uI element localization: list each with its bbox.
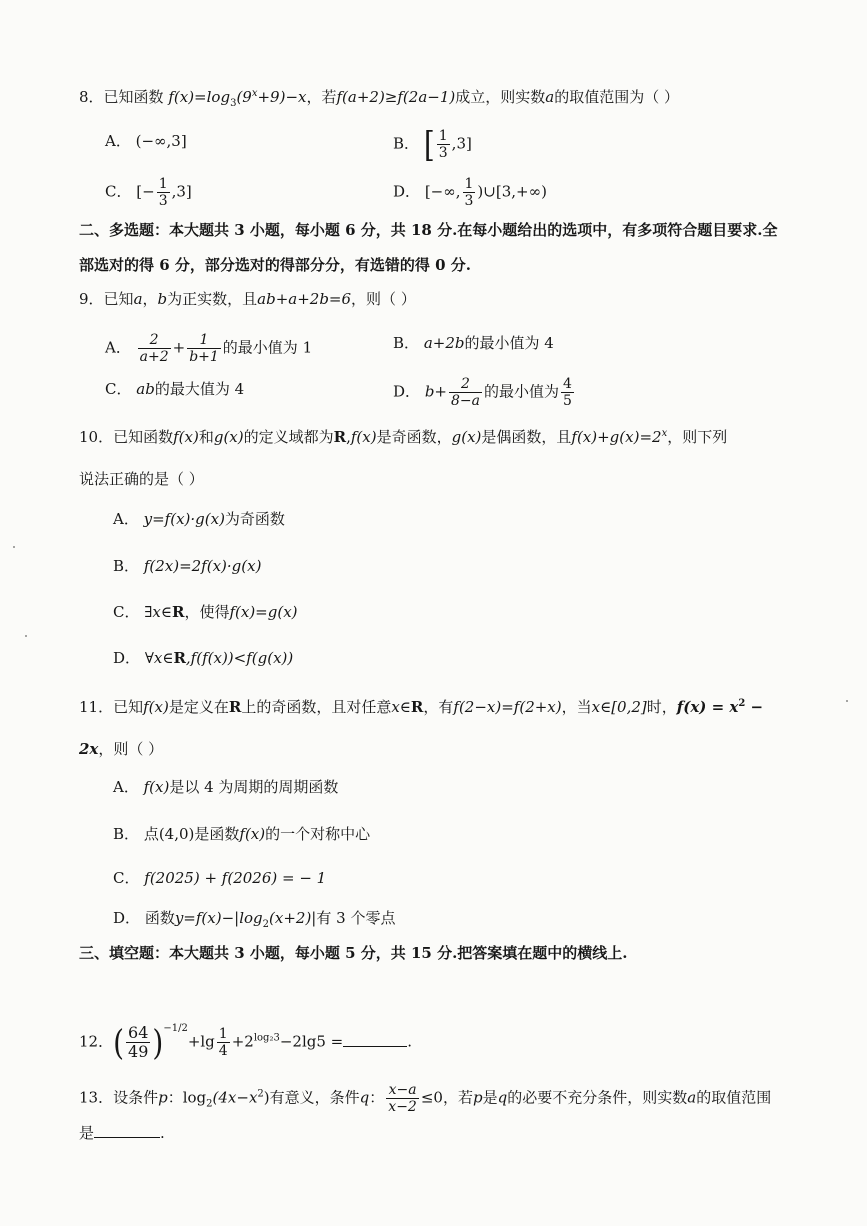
q9-var-a: a: [133, 290, 143, 308]
q10-f2: f(x): [350, 428, 377, 446]
q8-option-b: [393, 123, 472, 165]
q8-b-open: [: [423, 123, 435, 165]
q8-d-den: 3: [464, 193, 474, 209]
q10-text-b: 的定义域都为: [243, 428, 334, 446]
section-2-heading: 二、多选题：本大题共 3 小题，每小题 6 分，共 18 分.在每小题给出的选项中，有多项符合题目要求.全: [79, 221, 778, 239]
q12-num2: 1: [218, 1026, 228, 1042]
q8-option-c: [105, 176, 192, 209]
q8-a-label: A．: [105, 132, 131, 150]
q12-num1: 64: [128, 1023, 149, 1042]
q10-c-mid: ，使得: [184, 603, 230, 621]
q9-b-expr: a+2b: [423, 334, 465, 352]
section-3-heading: 三、填空题：本大题共 3 小题，每小题 5 分，共 15 分.把答案填在题中的横线上.: [79, 944, 628, 962]
section-2-heading-cont: 部选对的得 6 分，部分选对的得部分分，有选错的得 0 分.: [79, 256, 471, 274]
q9-sep: ，: [142, 290, 158, 308]
q10-text-e: ，则下列: [667, 428, 728, 446]
q13-q-tail: ≤0: [420, 1088, 443, 1107]
scan-speck: [13, 546, 15, 548]
q11-option-a: [113, 776, 338, 798]
q10-c-label: C．: [113, 603, 140, 621]
q10-g2: g(x): [451, 428, 482, 446]
q8-c-den: 3: [158, 193, 168, 209]
q9-text-b: 为正实数，且: [167, 290, 258, 308]
q9-d-num: 2: [449, 376, 482, 393]
q11-tail: −: [745, 698, 764, 716]
q13-q-den: x−2: [388, 1099, 417, 1115]
q8-cond-pre: ，若: [306, 88, 337, 106]
q12-p2: +2: [231, 1032, 254, 1051]
q11-text: 已知: [113, 698, 144, 716]
q11-sq: 2: [738, 698, 746, 709]
q10-d-expr: ,f(f(x))<f(g(x)): [185, 649, 294, 667]
q13-p2: p: [472, 1088, 483, 1107]
q8-option-a: [105, 130, 187, 152]
q11-d-expr: y=f(x)−|log: [174, 909, 263, 927]
q11-xr: x∈: [391, 698, 411, 716]
q11-R: R: [228, 698, 242, 716]
q10-g: g(x): [213, 428, 244, 446]
q9-d-mid: 的最小值为: [483, 382, 559, 401]
q10-c-pre: ∃x∈: [144, 603, 172, 621]
q12-den2: 4: [218, 1043, 228, 1059]
q9-number: 9．: [79, 290, 104, 308]
q8-b-den: 3: [438, 145, 448, 161]
q11-option-c: [113, 867, 326, 889]
q10-number: 10．: [79, 428, 114, 446]
scan-speck: [846, 700, 848, 702]
q12-open: (: [113, 1021, 125, 1063]
q13-q-num: x−a: [386, 1082, 419, 1099]
q10-c-R: R: [171, 603, 185, 621]
q9-option-a: [105, 332, 312, 365]
q10-eq-exp: x: [661, 428, 668, 439]
q9-condition: ab+a+2b=6: [257, 290, 352, 308]
q8-d-tail: )∪[3,+∞): [477, 182, 547, 201]
q10-d-label: D．: [113, 649, 141, 667]
q11-fx: f(x) = x: [676, 698, 739, 716]
q9-c-tail: 的最大值为 4: [154, 380, 245, 398]
q11-text-b: 是定义在: [168, 698, 229, 716]
q10-text-d: 是偶函数，且: [481, 428, 572, 446]
q8-text: 已知函数: [103, 88, 164, 106]
q9-a-plus: +: [172, 338, 186, 357]
q11-d-base: 2: [262, 919, 270, 930]
q9-c-expr: ab: [136, 380, 155, 398]
q11-a-label: A．: [113, 778, 139, 796]
q13-answer-blank[interactable]: [94, 1137, 160, 1138]
q12-number: 12．: [79, 1032, 114, 1051]
q12-p3: −2lg5 =: [279, 1032, 344, 1051]
q10-d-R: R: [173, 649, 186, 667]
q11-text-d: ，有: [423, 698, 454, 716]
q10-a-expr: y=f(x)·g(x): [143, 510, 225, 528]
q10-a-label: A．: [113, 510, 139, 528]
q10-comma: ,: [346, 428, 351, 446]
q13-text-e: 的必要不充分条件，则实数: [507, 1088, 688, 1107]
q11-a-tail: 是以 4 为周期的周期函数: [169, 778, 339, 796]
q12-p1: +lg: [187, 1032, 215, 1051]
q10-f: f(x): [173, 428, 199, 446]
q9-d-val-den: 5: [562, 393, 572, 409]
q8-b-label: B．: [393, 134, 420, 153]
q8-c-tail: ,3]: [171, 182, 192, 201]
q11-b-label: B．: [113, 825, 140, 843]
q8-func-tail: +9)−x: [257, 88, 307, 106]
q8-func-arg: (9: [236, 88, 252, 106]
q13-text-c: ，若: [442, 1088, 473, 1107]
q10-text: 已知函数: [113, 428, 174, 446]
q8-stem: [79, 86, 679, 108]
q13-number: 13．: [79, 1088, 114, 1107]
q10-option-b: [113, 555, 261, 577]
q10-option-c: [113, 601, 298, 623]
q9-d-val-num: 4: [562, 376, 572, 392]
q13-text-d: 是: [482, 1088, 498, 1107]
q10-a-tail: 为奇函数: [224, 510, 285, 528]
q8-d-open: [−∞,: [424, 182, 461, 201]
q13-p-arg: (4x−x: [212, 1088, 258, 1107]
q13-colon: ：: [369, 1088, 385, 1107]
q10-option-a: [113, 508, 285, 530]
q9-stem: [79, 288, 416, 310]
q8-d-num: 1: [464, 176, 474, 192]
q8-c-open: [−: [136, 182, 155, 201]
q13-p-base: 2: [206, 1098, 213, 1110]
q8-condition: f(a+2)≥f(2a−1): [336, 88, 456, 106]
q8-option-d: [393, 176, 547, 209]
q9-text: 已知: [103, 290, 134, 308]
q10-and: 和: [198, 428, 214, 446]
q13-p-close: ): [263, 1088, 270, 1107]
q11-range: x∈[0,2]: [591, 698, 647, 716]
q9-a-den1: a+2: [139, 349, 169, 365]
q11-stem-cont: [79, 738, 163, 760]
q8-d-label: D．: [393, 182, 421, 201]
q12-answer-blank[interactable]: [343, 1046, 407, 1047]
q11-b-pre: 点: [143, 825, 159, 843]
q11-c-label: C．: [113, 869, 140, 887]
q9-d-pre: b+: [424, 382, 447, 401]
q11-line2-tail: ，则（ ）: [98, 740, 164, 758]
q11-option-b: [113, 823, 370, 845]
q9-option-c: [105, 378, 244, 400]
q11-line2-expr: 2x: [79, 740, 99, 758]
q11-d-arg: (x+2)|: [269, 909, 317, 927]
q8-log-base: 3: [230, 98, 237, 109]
q13-p-sq: 2: [257, 1088, 264, 1100]
q8-exp: x: [251, 88, 258, 99]
q9-text-c: ，则（ ）: [351, 290, 416, 308]
q9-a-num2: 1: [187, 332, 221, 349]
q11-b-tail: 的一个对称中心: [265, 825, 371, 843]
q11-c-expr: f(2025) + f(2026) = − 1: [144, 869, 327, 887]
q12-exp: −1/2: [163, 1022, 188, 1034]
q12-end: .: [407, 1032, 413, 1051]
q10-stem-cont: 说法正确的是（ ）: [79, 470, 204, 488]
q8-c-label: C．: [105, 182, 132, 201]
q11-text-f: 时，: [646, 698, 677, 716]
q8-text-b: 成立，则实数: [455, 88, 546, 106]
q9-a-label: A．: [105, 338, 131, 357]
q13-stem: [79, 1082, 771, 1115]
q11-d-pre: 函数: [144, 909, 175, 927]
q13-text: 设条件: [113, 1088, 159, 1107]
q13-p-def: ：log: [167, 1088, 207, 1107]
q11-text-c: 上的奇函数，且对任意: [241, 698, 392, 716]
q11-stem: [79, 696, 763, 718]
q11-text-e: ，当: [561, 698, 592, 716]
q10-option-d: [113, 647, 293, 669]
q12-close: ): [152, 1021, 164, 1063]
q9-var-b: b: [157, 290, 168, 308]
q9-option-d: [393, 376, 576, 409]
q10-eq: f(x)+g(x)=2: [571, 428, 662, 446]
q13-end: .: [160, 1124, 165, 1142]
q11-b-f: f(x): [239, 825, 266, 843]
q10-b-label: B．: [113, 557, 140, 575]
q8-text-c: 的取值范围为（ ）: [554, 88, 679, 106]
q13-p: p: [158, 1088, 168, 1107]
q11-b-mid: 是函数: [194, 825, 240, 843]
q12-exp2: log₂3: [253, 1032, 280, 1044]
q8-func: f(x)=log: [168, 88, 231, 106]
q8-b-tail: ,3]: [451, 134, 472, 153]
q9-c-label: C．: [105, 380, 132, 398]
q13-q: q: [359, 1088, 370, 1107]
q13-line2: 是: [79, 1124, 95, 1142]
q9-a-den2: b+1: [189, 349, 219, 365]
q11-f: f(x): [143, 698, 169, 716]
q8-a-value: (−∞,3]: [135, 132, 187, 150]
q10-text-c: 是奇函数，: [376, 428, 452, 446]
q12-stem: [79, 1021, 413, 1063]
q9-b-tail: 的最小值为 4: [464, 334, 554, 352]
q10-d-pre: ∀x∈: [144, 649, 174, 667]
q11-eq: f(2−x)=f(2+x): [453, 698, 562, 716]
q12-den1: 49: [128, 1042, 149, 1061]
q8-c-num: 1: [158, 176, 168, 192]
q8-number: 8．: [79, 88, 104, 106]
q8-var: a: [545, 88, 555, 106]
q11-d-label: D．: [113, 909, 141, 927]
scan-speck: [25, 635, 27, 637]
q9-d-den: 8−a: [450, 393, 480, 409]
q11-d-tail: 有 3 个零点: [316, 909, 396, 927]
q9-a-num1: 2: [138, 332, 171, 349]
q10-c-expr: f(x)=g(x): [229, 603, 298, 621]
q10-R: R: [333, 428, 347, 446]
q9-a-tail: 的最小值为 1: [222, 338, 313, 357]
q13-text-f: 的取值范围: [696, 1088, 772, 1107]
q13-text-b: 有意义，条件: [269, 1088, 360, 1107]
q9-d-label: D．: [393, 382, 421, 401]
q11-option-d: [113, 907, 395, 929]
q13-q2: q: [497, 1088, 508, 1107]
q13-stem-cont: [79, 1122, 165, 1144]
q11-number: 11．: [79, 698, 114, 716]
q10-b-expr: f(2x)=2f(x)·g(x): [143, 557, 262, 575]
q10-stem: [79, 426, 727, 448]
q9-option-b: [393, 332, 554, 354]
q11-R2: R: [410, 698, 424, 716]
q9-b-label: B．: [393, 334, 420, 352]
q8-b-num: 1: [438, 128, 448, 144]
q13-a: a: [687, 1088, 697, 1107]
q11-a-expr: f(x): [143, 778, 170, 796]
q11-b-point: (4,0): [158, 825, 195, 843]
